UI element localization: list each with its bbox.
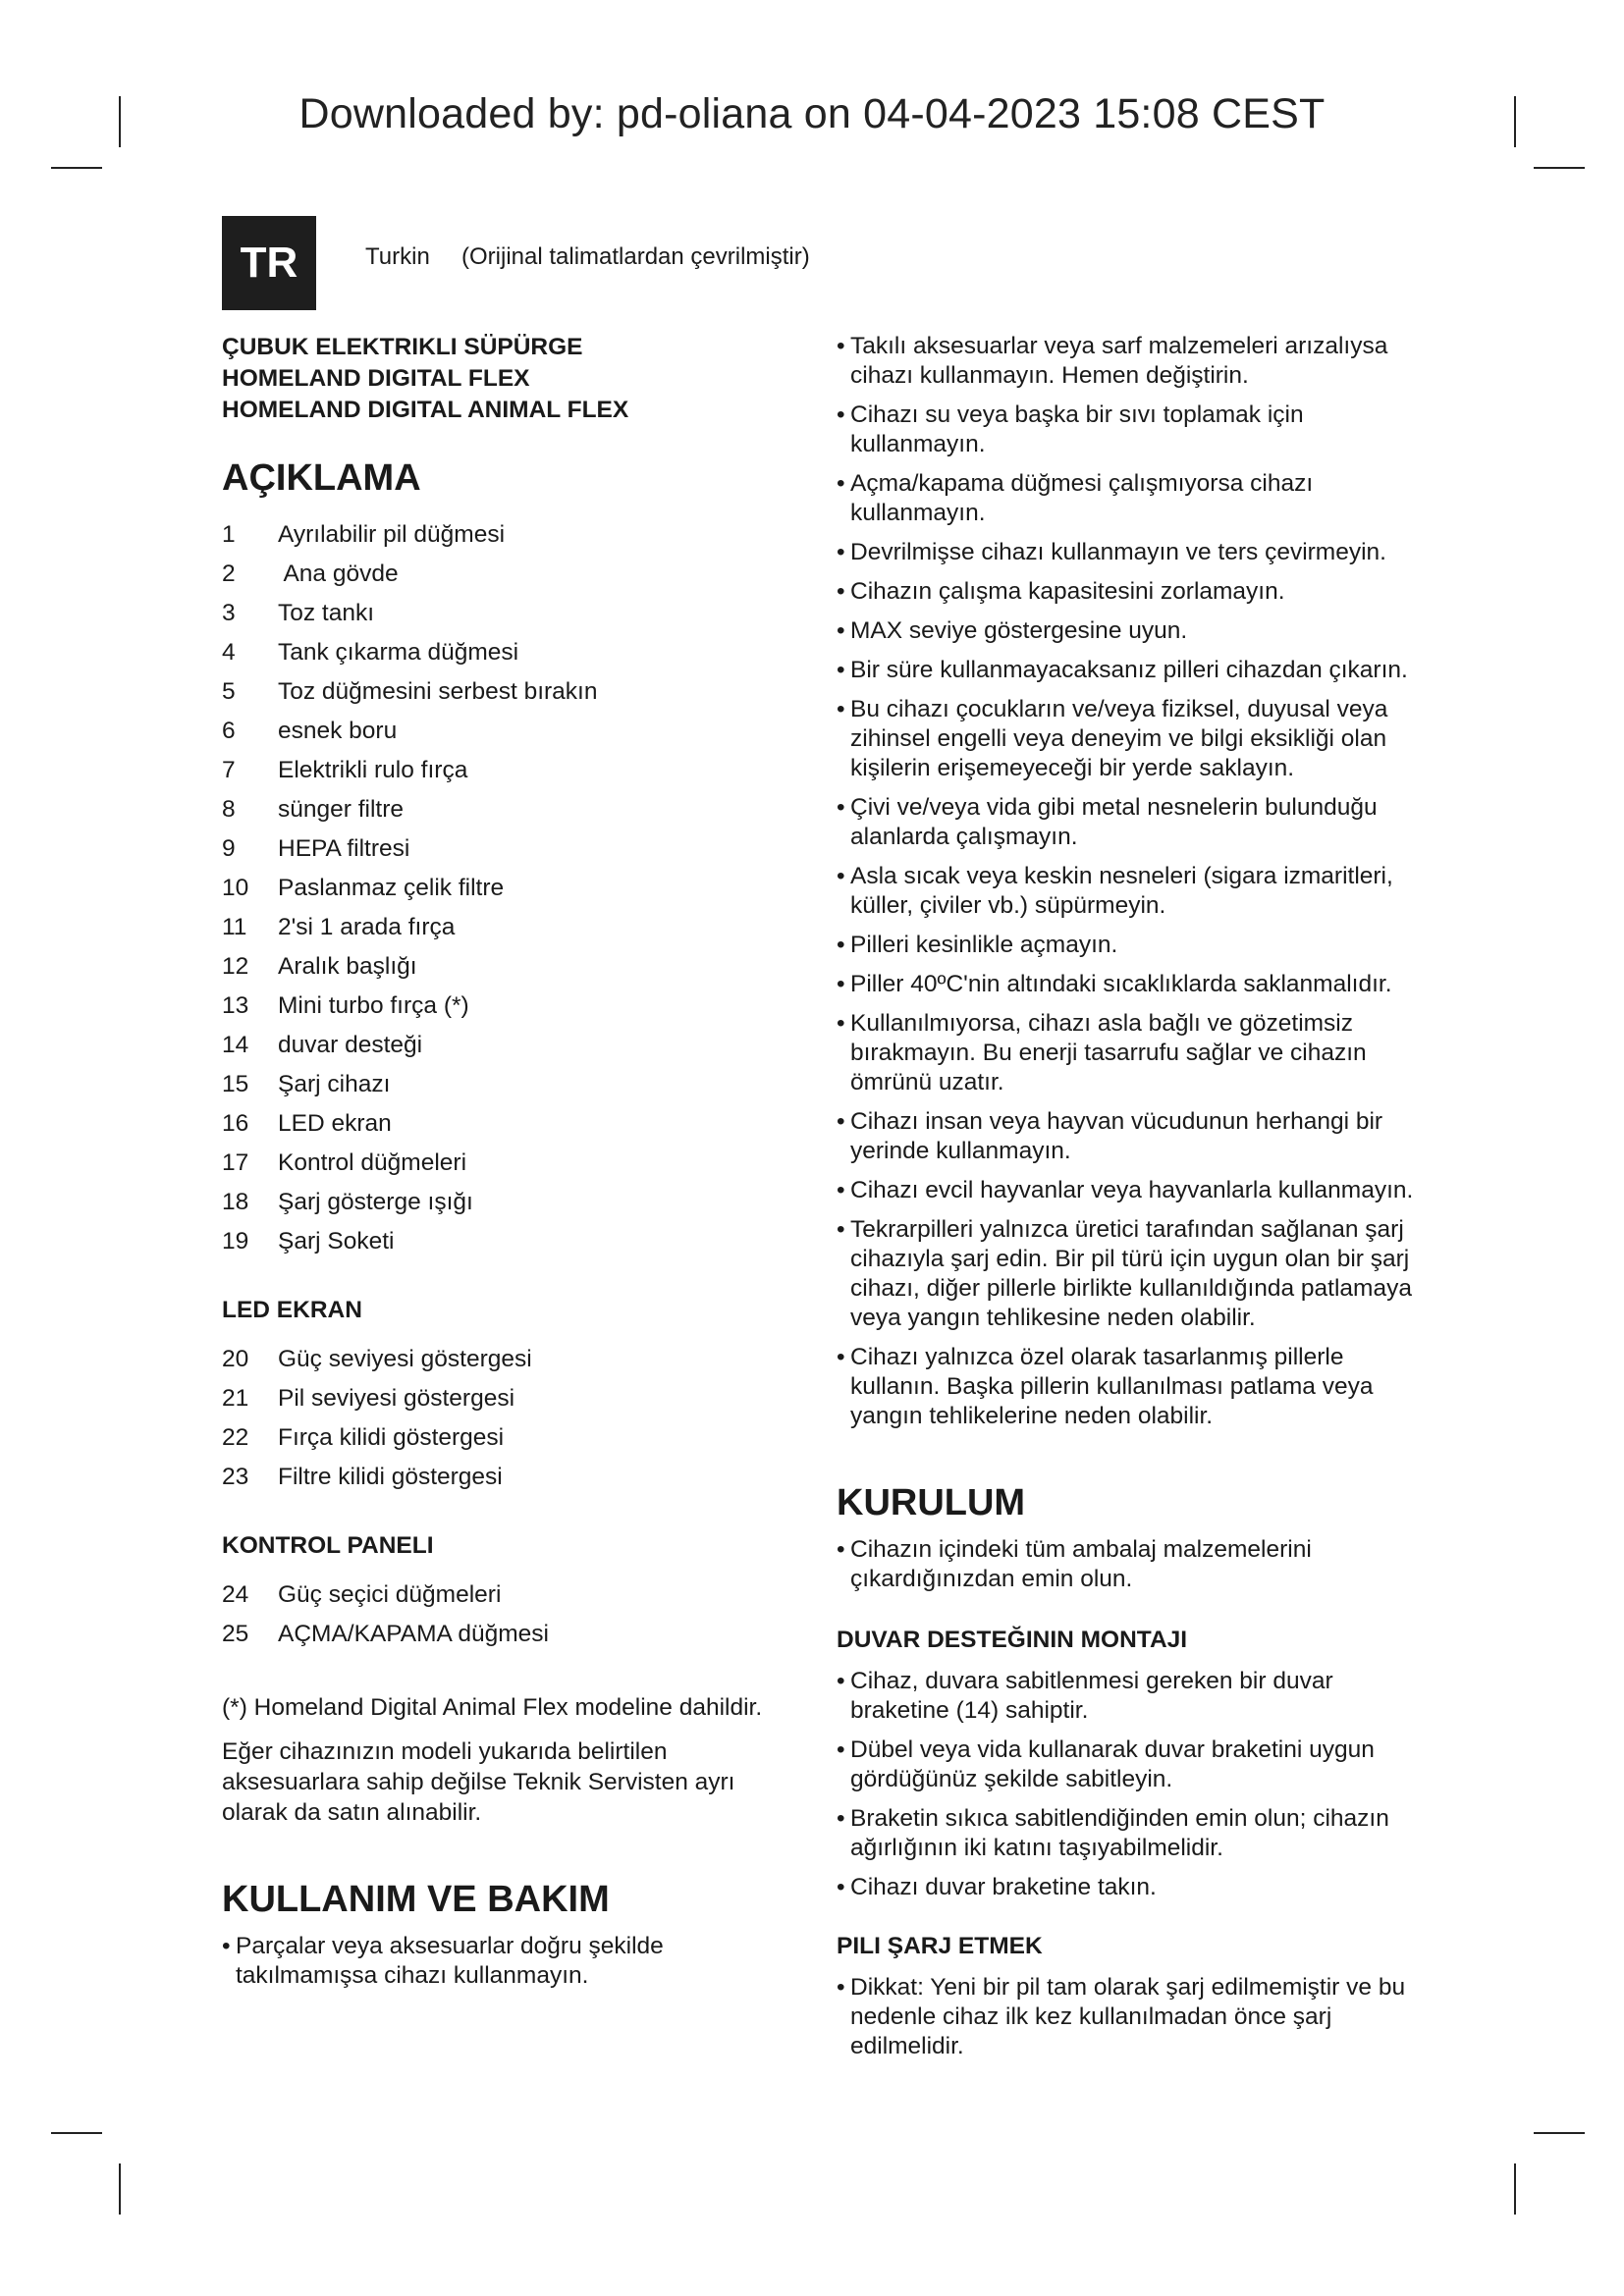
- list-item: • Devrilmişse cihazı kullanmayın ve ters çevirmeyin.: [837, 538, 1426, 567]
- list-item: • Dübel veya vida kullanarak duvar braketini uygun gördüğünüz şekilde sabitleyin.: [837, 1735, 1426, 1794]
- list-item: 15 Şarj cihazı: [222, 1071, 391, 1097]
- list-item: • Bu cihazı çocukların ve/veya fiziksel, duyusal veya zihinsel engelli veya deneyim ve bilgi eksikliği olan kişilerin erişemeyeceği bir yerde saklayın.: [837, 695, 1426, 783]
- language-code-badge: TR: [222, 216, 316, 310]
- download-header: Downloaded by: pd-oliana on 04-04-2023 15:08 CEST: [298, 90, 1326, 137]
- list-item: • Takılı aksesuarlar veya sarf malzemeleri arızalıysa cihazı kullanmayın. Hemen değiştirin.: [837, 332, 1426, 391]
- wall-bracket-heading: DUVAR DESTEĞININ MONTAJI: [837, 1627, 1188, 1653]
- list-item: • Bir süre kullanmayacaksanız pilleri cihazdan çıkarın.: [837, 656, 1426, 685]
- translation-note: (Orijinal talimatlardan çevrilmiştir): [461, 243, 810, 270]
- list-item: 7 Elektrikli rulo fırça: [222, 757, 468, 783]
- list-item: • Açma/kapama düğmesi çalışmıyorsa cihazı kullanmayın.: [837, 469, 1426, 528]
- list-item: • Cihazı su veya başka bir sıvı toplamak için kullanmayın.: [837, 400, 1426, 459]
- crop-mark-bottom-left-horizontal: [51, 2132, 102, 2134]
- list-item: 9 HEPA filtresi: [222, 835, 410, 862]
- crop-mark-top-left-horizontal: [51, 167, 102, 169]
- left-column: [222, 332, 791, 2001]
- description-heading: AÇIKLAMA: [222, 457, 421, 499]
- right-column: [837, 332, 1426, 2071]
- installation-bullets: [837, 1535, 1426, 1594]
- crop-mark-bottom-right-vertical: [1514, 2163, 1516, 2215]
- charging-heading: PILI ŞARJ ETMEK: [837, 1933, 1043, 1959]
- list-item: • Asla sıcak veya keskin nesneleri (sigara izmaritleri, küller, çiviler vb.) süpürmeyin.: [837, 862, 1426, 921]
- product-titles: [222, 332, 791, 426]
- list-item: • Cihazı evcil hayvanlar veya hayvanlarla kullanmayın.: [837, 1176, 1426, 1205]
- list-item: • Piller 40ºC'nin altındaki sıcaklıklarda saklanmalıdır.: [837, 970, 1426, 999]
- list-item: 3 Toz tankı: [222, 600, 375, 626]
- list-item: • Cihazı yalnızca özel olarak tasarlanmış pillerle kullanın. Başka pillerin kullanılması patlama veya yangın tehlikelerine neden olabilir.: [837, 1343, 1426, 1431]
- usage-maintenance-heading: KULLANIM VE BAKIM: [222, 1879, 610, 1920]
- installation-heading: KURULUM: [837, 1482, 1026, 1523]
- control-panel-heading: KONTROL PANELI: [222, 1532, 434, 1559]
- list-item: • Çivi ve/veya vida gibi metal nesnelerin bulunduğu alanlarda çalışmayın.: [837, 793, 1426, 852]
- list-item: • Braketin sıkıca sabitlendiğinden emin olun; cihazın ağırlığının iki katını taşıyabilmelidir.: [837, 1804, 1426, 1863]
- list-item: 24 Güç seçici düğmeleri: [222, 1581, 502, 1608]
- list-item: • Cihazın içindeki tüm ambalaj malzemelerini çıkardığınızdan emin olun.: [837, 1535, 1426, 1594]
- list-item: • Dikkat: Yeni bir pil tam olarak şarj edilmemiştir ve bu nedenle cihaz ilk kez kullanılmadan önce şarj edilmelidir.: [837, 1973, 1426, 2061]
- list-item: 16 LED ekran: [222, 1110, 392, 1137]
- crop-mark-top-right-horizontal: [1534, 167, 1585, 169]
- list-item: 25 AÇMA/KAPAMA düğmesi: [222, 1621, 549, 1647]
- product-title: HOMELAND DIGITAL FLEX: [222, 365, 530, 392]
- model-note: (*) Homeland Digital Animal Flex modeline dahildir.: [222, 1694, 763, 1721]
- list-item: 5 Toz düğmesini serbest bırakın: [222, 678, 598, 705]
- list-item: • Pilleri kesinlikle açmayın.: [837, 931, 1426, 960]
- list-item: • Tekrarpilleri yalnızca üretici tarafından sağlanan şarj cihazıyla şarj edin. Bir pil türü için uygun olan bir şarj cihazı, diğer pillerle birlikte kullanıldığında patlamaya veya yangın tehlikesine neden olabilir.: [837, 1215, 1426, 1333]
- led-list: [222, 1345, 791, 1492]
- list-item: • Cihazı insan veya hayvan vücudunun herhangi bir yerinde kullanmayın.: [837, 1107, 1426, 1166]
- usage-bullets-right: [837, 332, 1426, 1431]
- list-item: • Cihaz, duvara sabitlenmesi gereken bir duvar braketine (14) sahiptir.: [837, 1667, 1426, 1726]
- list-item: 22 Fırça kilidi göstergesi: [222, 1424, 505, 1451]
- list-item: 17 Kontrol düğmeleri: [222, 1149, 467, 1176]
- usage-bullets-left: [222, 1932, 791, 1991]
- list-item: 6 esnek boru: [222, 718, 398, 744]
- parts-list: [222, 520, 791, 1256]
- accessory-note: Eğer cihazınızın modeli yukarıda belirtilen aksesuarlara sahip değilse Teknik Servisten ayrı olarak da satın alınabilir.: [222, 1738, 735, 1826]
- wall-bracket-bullets: [837, 1667, 1426, 1902]
- crop-mark-bottom-left-vertical: [119, 2163, 121, 2215]
- list-item: 2 Ana gövde: [222, 561, 399, 587]
- list-item: 18 Şarj gösterge ışığı: [222, 1189, 473, 1215]
- led-display-heading: LED EKRAN: [222, 1297, 362, 1323]
- list-item: • Cihazı duvar braketine takın.: [837, 1873, 1426, 1902]
- product-title: ÇUBUK ELEKTRIKLI SÜPÜRGE: [222, 334, 583, 360]
- list-item: 13 Mini turbo fırça (*): [222, 992, 469, 1019]
- list-item: 14 duvar desteği: [222, 1032, 423, 1058]
- charging-bullets: [837, 1973, 1426, 2061]
- crop-mark-bottom-right-horizontal: [1534, 2132, 1585, 2134]
- product-title: HOMELAND DIGITAL ANIMAL FLEX: [222, 397, 629, 423]
- list-item: • Cihazın çalışma kapasitesini zorlamayın.: [837, 577, 1426, 607]
- language-name: Turkin: [365, 243, 430, 270]
- list-item: • Kullanılmıyorsa, cihazı asla bağlı ve gözetimsiz bırakmayın. Bu enerji tasarrufu sağlar ve cihazın ömrünü uzatır.: [837, 1009, 1426, 1097]
- list-item: • Parçalar veya aksesuarlar doğru şekilde takılmamışsa cihazı kullanmayın.: [222, 1932, 791, 1991]
- list-item: 20 Güç seviyesi göstergesi: [222, 1346, 532, 1372]
- list-item: 4 Tank çıkarma düğmesi: [222, 639, 519, 666]
- list-item: 21 Pil seviyesi göstergesi: [222, 1385, 515, 1412]
- list-item: 10 Paslanmaz çelik filtre: [222, 875, 505, 901]
- list-item: 11 2'si 1 arada fırça: [222, 914, 456, 940]
- control-list: [222, 1580, 791, 1649]
- list-item: 12 Aralık başlığı: [222, 953, 417, 980]
- list-item: 23 Filtre kilidi göstergesi: [222, 1464, 503, 1490]
- list-item: 19 Şarj Soketi: [222, 1228, 395, 1255]
- list-item: • MAX seviye göstergesine uyun.: [837, 616, 1426, 646]
- list-item: 8 sünger filtre: [222, 796, 405, 823]
- list-item: 1 Ayrılabilir pil düğmesi: [222, 521, 506, 548]
